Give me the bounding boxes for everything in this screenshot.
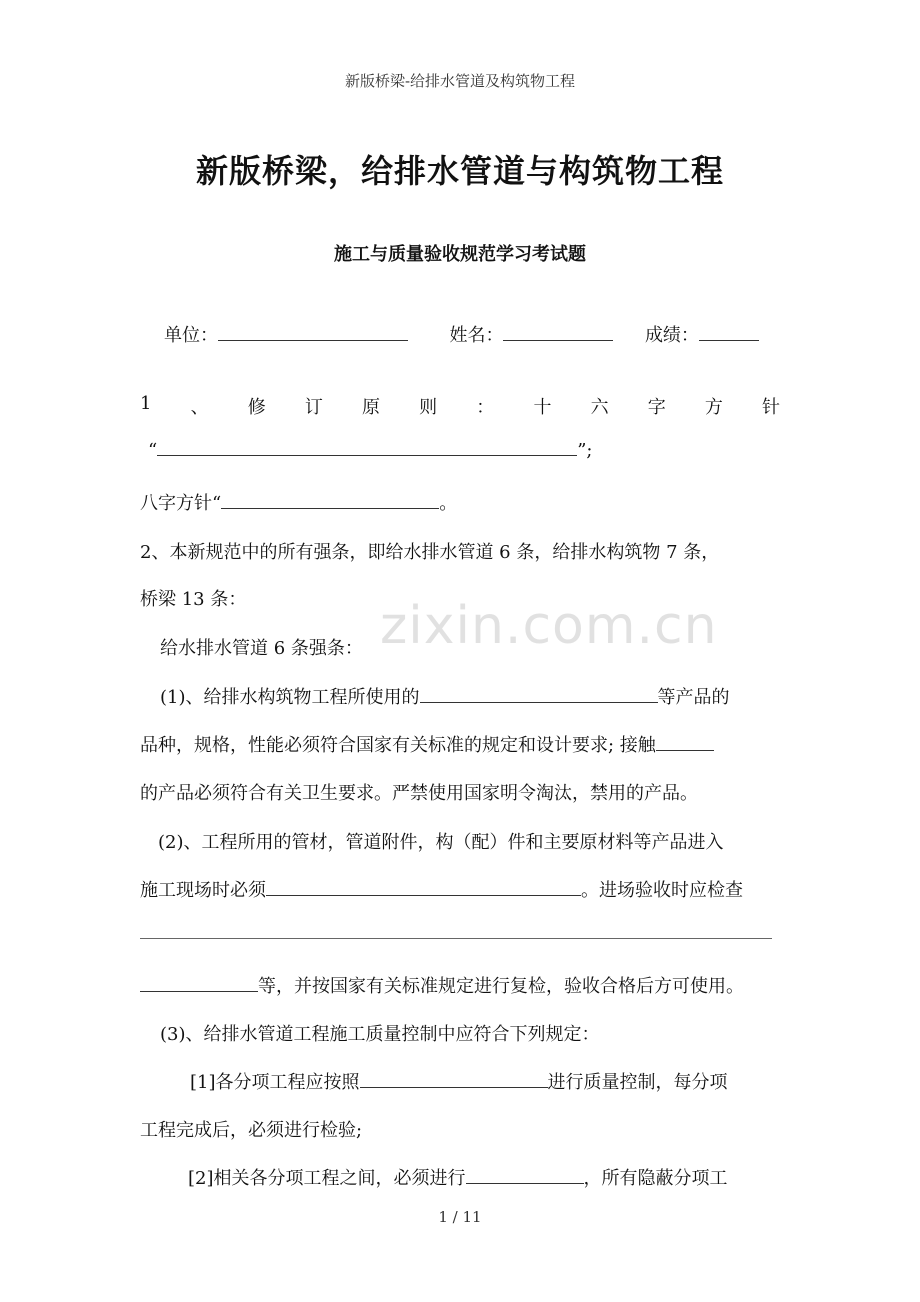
q1-char: 则	[419, 397, 438, 418]
item1-text-c: 品种，规格，性能必须符合国家有关标准的规定和设计要求; 接触	[140, 735, 656, 756]
score-label: 成绩：	[644, 325, 699, 346]
item3-sub1-line2: 工程完成后，必须进行检验;	[140, 1120, 363, 1141]
q1-char: 1	[140, 393, 152, 414]
item3-heading: (3)、给排水管道工程施工质量控制中应符合下列规定：	[160, 1024, 600, 1045]
q1-sixteen-char-blank	[148, 440, 592, 461]
answer-blank	[157, 441, 577, 456]
answer-blank	[266, 881, 581, 896]
item1-text-a: (1)、给排水构筑物工程所使用的	[160, 687, 420, 708]
q2-line1: 2、本新规范中的所有强条，即给水排水管道 6 条，给排水构筑物 7 条，	[140, 542, 720, 563]
item3-sub2-text-a: [2]相关各分项工程之间，必须进行	[188, 1168, 466, 1189]
q1-eight-char-suffix: 。	[439, 493, 458, 514]
q1-eight-char-prefix: 八字方针“	[140, 493, 222, 514]
watermark-text: zixin.com.cn	[380, 596, 718, 656]
q1-char: 方	[704, 397, 723, 418]
q2-line2: 桥梁 13 条：	[140, 589, 247, 610]
item2-line4	[140, 972, 744, 998]
item1-text-b: 等产品的	[657, 687, 730, 708]
page-header: 新版桥梁-给排水管道及构筑物工程	[344, 72, 576, 90]
q1-char: 针	[762, 397, 780, 418]
item3-sub2-line1	[188, 1164, 728, 1190]
item1-line2	[140, 731, 714, 757]
answer-blank	[221, 494, 439, 509]
q1-char: 原	[362, 397, 381, 418]
form-fields-row	[164, 321, 759, 347]
answer-blank	[360, 1073, 548, 1088]
q1-char: 字	[647, 397, 666, 418]
q1-heading	[140, 393, 780, 419]
q1-char: 十	[533, 397, 552, 418]
quote-close: ”;	[577, 440, 593, 461]
score-blank	[699, 326, 759, 341]
item1-line3: 的产品必须符合有关卫生要求。严禁使用国家明令淘汰，禁用的产品。	[140, 783, 698, 804]
item3-sub1-text-a: [1]各分项工程应按照	[190, 1072, 360, 1093]
document-subtitle: 施工与质量验收规范学习考试题	[334, 244, 586, 265]
answer-blank	[140, 977, 258, 992]
q1-eight-char-line	[140, 489, 457, 515]
item3-sub1-line1	[190, 1068, 728, 1094]
unit-label: 单位：	[164, 325, 218, 346]
q1-char: 订	[304, 397, 323, 418]
q1-char: ：	[476, 397, 495, 418]
answer-blank	[656, 736, 714, 751]
item2-text-c: 。进场验收时应检查	[581, 880, 743, 901]
q1-char: 、	[190, 397, 209, 418]
item3-sub2-text-b: ，所有隐蔽分项工	[583, 1168, 728, 1189]
q1-char: 六	[590, 397, 609, 418]
item3-sub1-text-b: 进行质量控制，每分项	[547, 1072, 728, 1093]
item2-line2	[140, 876, 743, 902]
q1-char: 修	[247, 397, 266, 418]
quote-open: “	[148, 440, 158, 461]
name-blank	[503, 326, 613, 341]
answer-blank-full-line	[140, 938, 772, 939]
answer-blank	[420, 688, 658, 703]
answer-blank	[466, 1169, 584, 1184]
unit-blank	[218, 326, 408, 341]
item1-line1	[160, 683, 730, 709]
item2-line1: (2)、工程所用的管材，管道附件，构（配）件和主要原材料等产品进入	[158, 832, 724, 853]
name-label: 姓名：	[449, 325, 504, 346]
item2-text-d: 等，并按国家有关标准规定进行复检，验收合格后方可使用。	[258, 976, 744, 997]
item2-text-b: 施工现场时必须	[140, 880, 266, 901]
document-title: 新版桥梁，给排水管道与构筑物工程	[195, 152, 724, 190]
page-number: 1 / 11	[438, 1208, 482, 1226]
q2-section-heading: 给水排水管道 6 条强条：	[160, 638, 363, 659]
